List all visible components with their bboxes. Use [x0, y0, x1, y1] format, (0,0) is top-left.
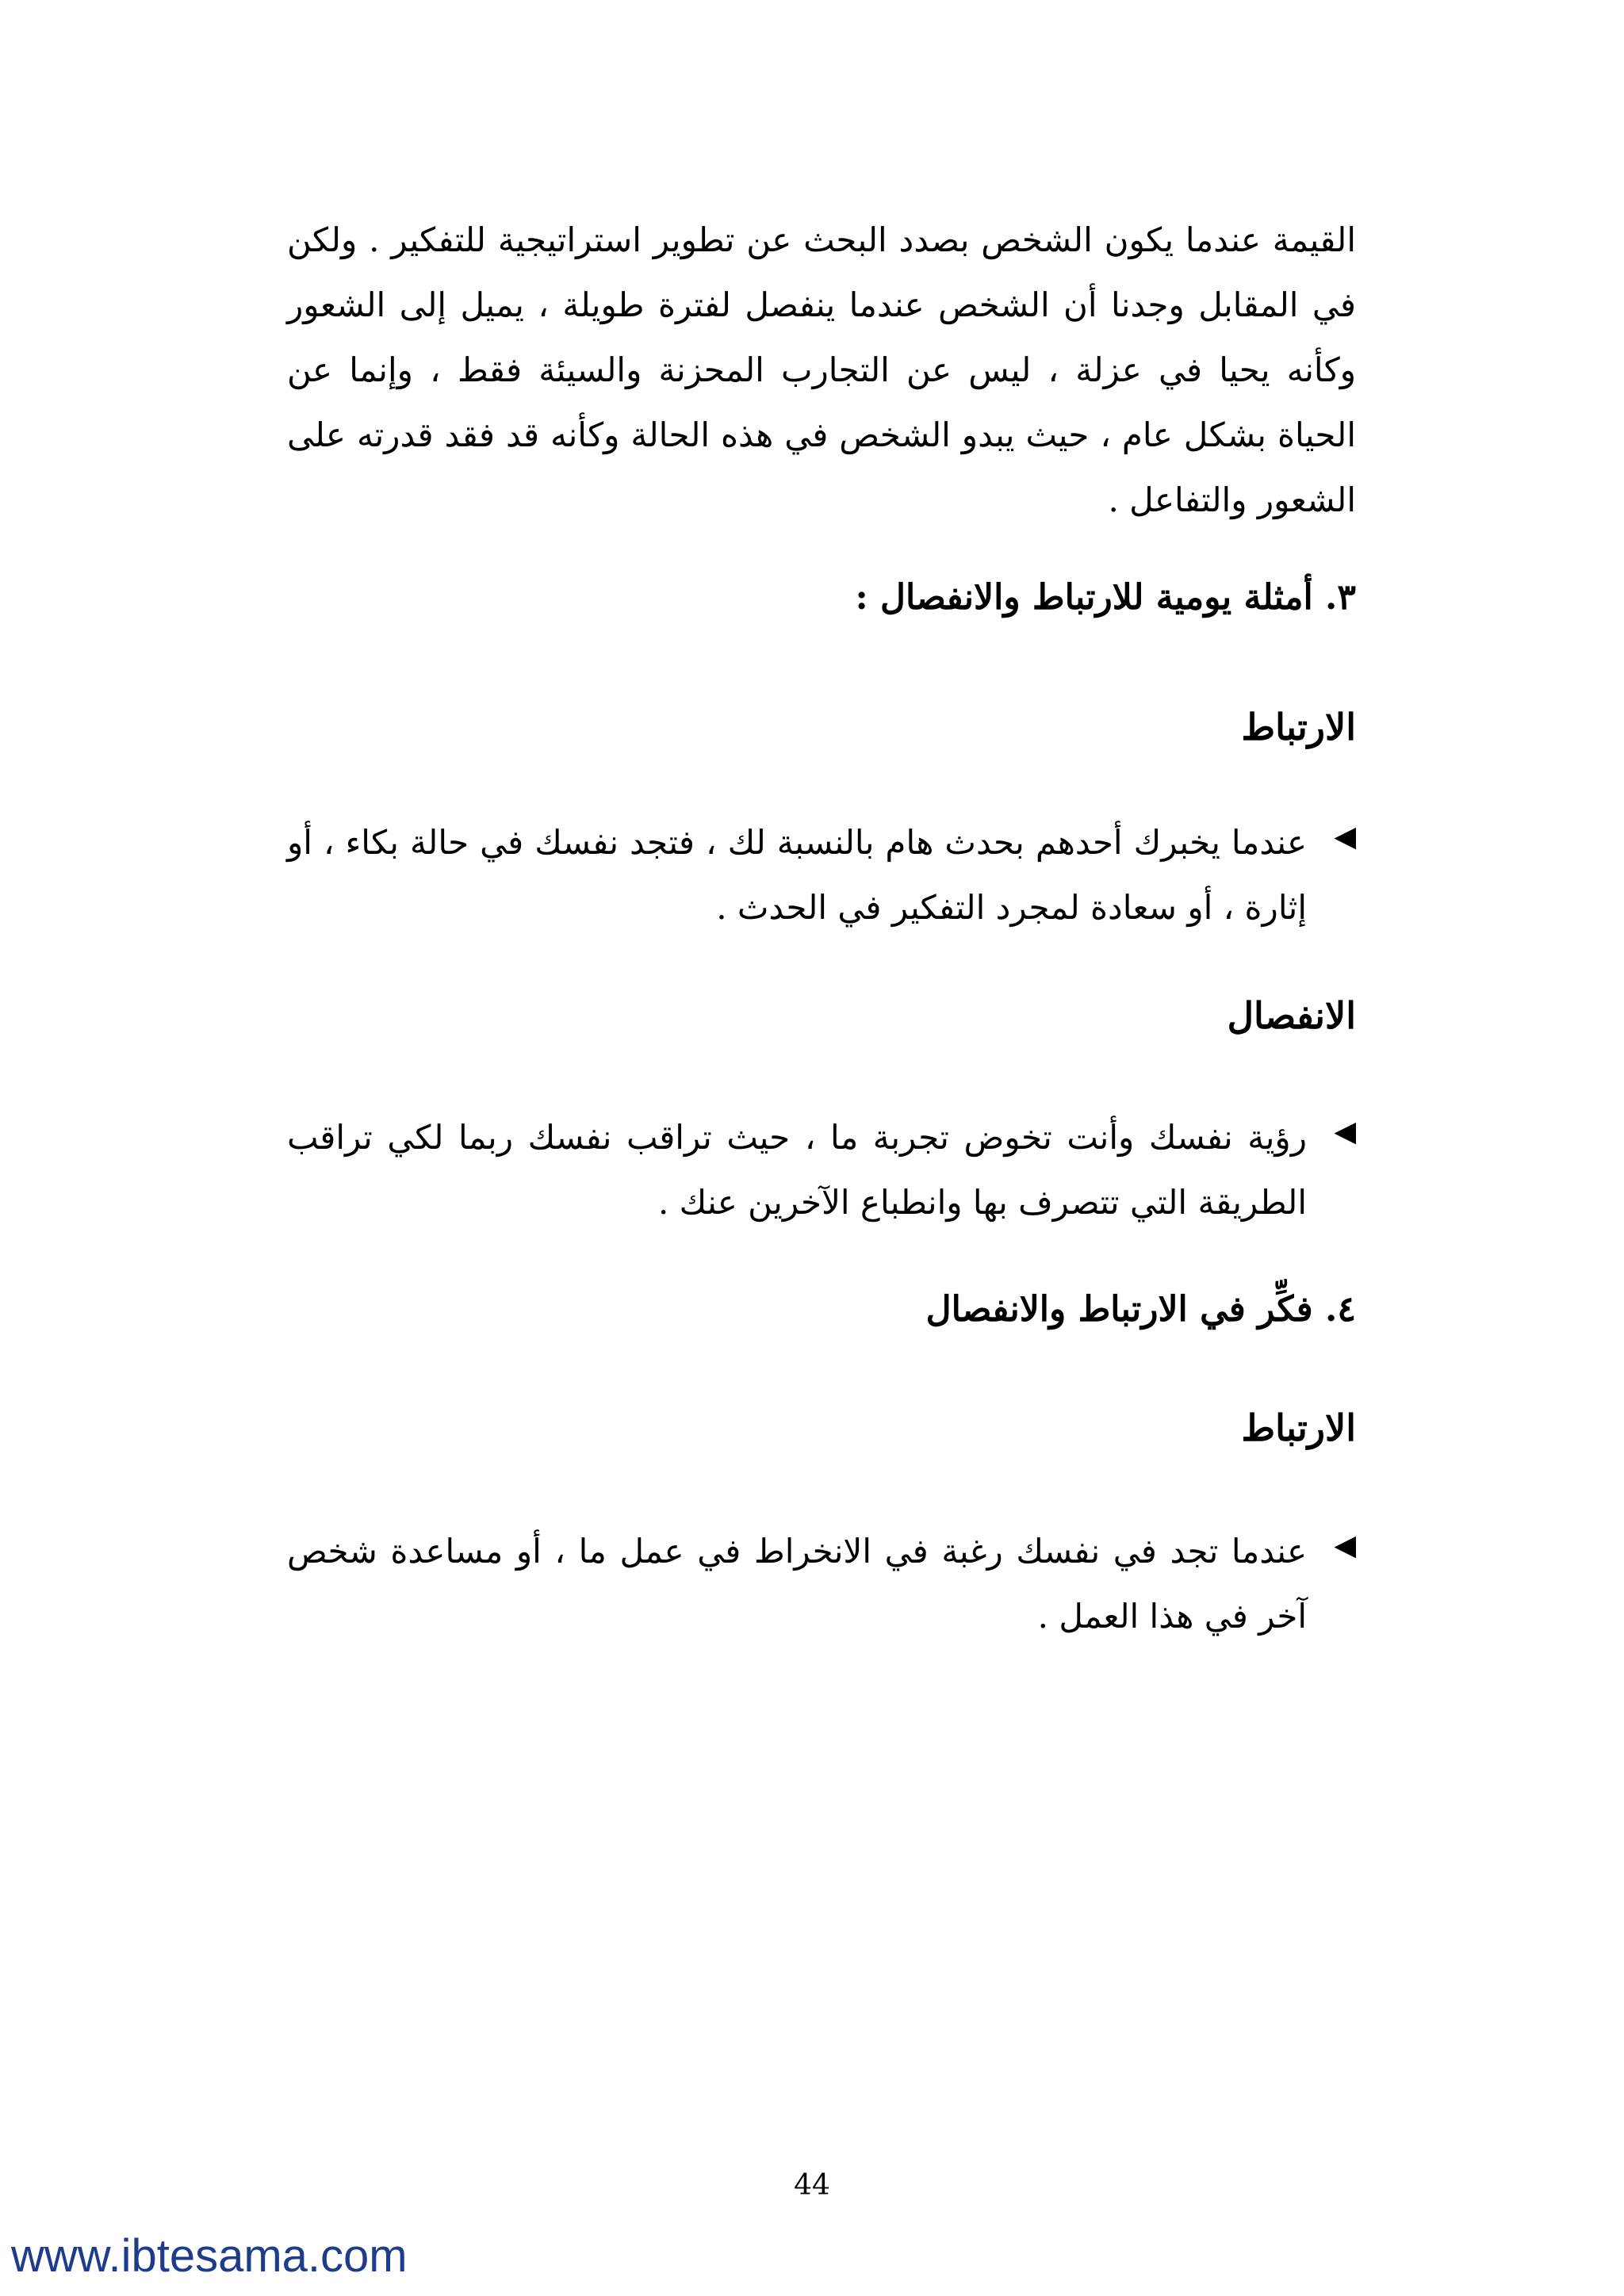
- section-3-detachment-item: [287, 1105, 1356, 1235]
- bullet-arrow-icon: ◀: [1334, 1529, 1356, 1562]
- section-3-heading: ٣. أمثلة يومية للارتباط والانفصال :: [855, 577, 1356, 618]
- section-4-attachment-title: الارتباط: [1241, 1406, 1356, 1449]
- section-3-attachment-title: الارتباط: [1241, 706, 1356, 748]
- page-number: 44: [794, 2169, 830, 2202]
- section-3-attachment-bullet-text: عندما يخبرك أحدهم بحدث هام بالنسبة لك ، فتجد نفسك في حالة بكاء ، أو إثارة ، أو سعادة لمجرد التفكير في الحدث .: [287, 823, 1307, 927]
- bullet-arrow-icon: ◀: [1334, 821, 1356, 853]
- section-3-attachment-item: [287, 810, 1356, 940]
- section-3-detachment-bullet-text: رؤية نفسك وأنت تخوض تجربة ما ، حيث تراقب نفسك ربما لكي تراقب الطريقة التي تتصرف بها وانطباع الآخرين عنك .: [287, 1118, 1307, 1222]
- watermark-link[interactable]: www.ibtesama.com: [11, 2230, 408, 2282]
- section-3-detachment-title: الانفصال: [1227, 994, 1356, 1037]
- section-4-attachment-bullet-text: عندما تجد في نفسك رغبة في الانخراط في عمل ما ، أو مساعدة شخص آخر في هذا العمل .: [287, 1532, 1307, 1636]
- section-4-heading: ٤. فكِّر في الارتباط والانفصال: [925, 1289, 1356, 1330]
- bullet-arrow-icon: ◀: [1334, 1115, 1356, 1148]
- intro-paragraph: القيمة عندما يكون الشخص بصدد البحث عن تطوير استراتيجية للتفكير . ولكن في المقابل وجدنا أن الشخص عندما ينفصل لفترة طويلة ، يميل إلى الشعور وكأنه يحيا في عزلة ، ليس عن التجارب المحزنة والسيئة فقط ، وإنما عن الحياة بشكل عام ، حيث يبدو الشخص في هذه الحالة وكأنه قد فقد قدرته على الشعور والتفاعل .: [287, 220, 1356, 519]
- section-4-attachment-item: [287, 1519, 1356, 1649]
